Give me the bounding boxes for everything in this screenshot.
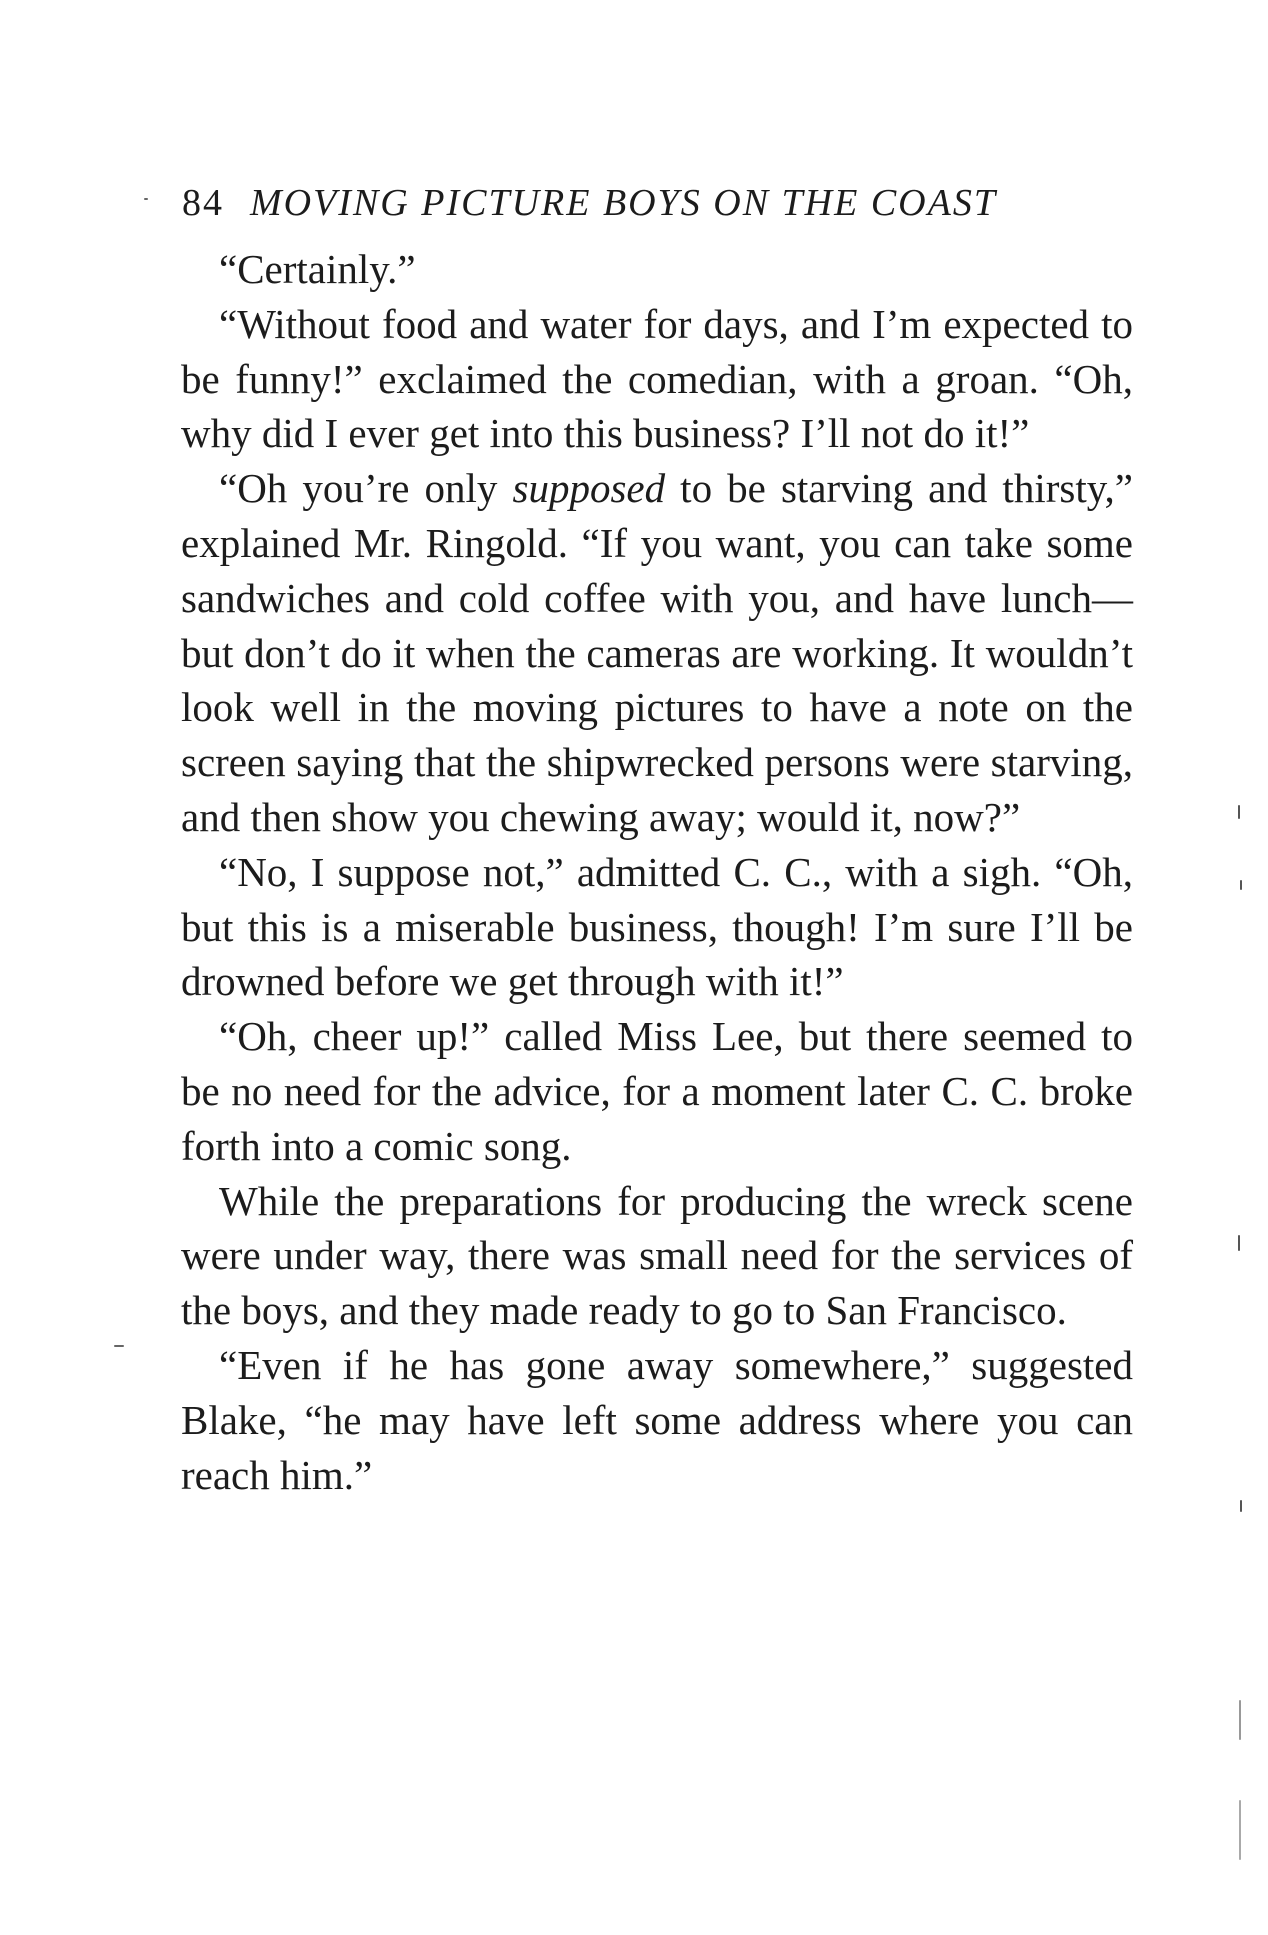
running-title: MOVING PICTURE BOYS ON THE COAST: [250, 182, 997, 224]
page-number: 84: [182, 182, 224, 224]
scan-speck: [1240, 1500, 1242, 1512]
paragraph: While the preparations for producing the wreck scene were under way, there was small need for the services of the boys, and they made ready to go to San Francisco.: [181, 1177, 1133, 1334]
paragraph: “Oh, cheer up!” called Miss Lee, but there seemed to be no need for the advice, for a moment later C. C. broke forth into a comic song.: [181, 1013, 1133, 1169]
paragraph: [181, 461, 1133, 845]
page-header: [182, 178, 1082, 228]
paragraph-text: “Oh you’re only: [219, 465, 513, 512]
paragraph: “Without food and water for days, and I’m expected to be funny!” exclaimed the comedian, with a groan. “Oh, why did I ever get into this business? I’ll not do it!”: [181, 300, 1133, 457]
scan-speck: [1240, 880, 1242, 890]
emphasized-word: supposed: [512, 465, 666, 512]
scan-speck: [114, 1345, 124, 1347]
scan-speck: [1239, 1700, 1241, 1740]
paragraph-text: to be starving and thirsty,” explained Mr. Ringold. “If you want, you can take some sandwiches and cold coffee with you, and have lunch—but don’t do it when the cameras are working. It wouldn’t look well in the moving pictures to have a note on the screen saying that the shipwrecked persons were starving, and then show you chewing away; would it, now?”: [181, 465, 1133, 840]
scan-speck: [1239, 1800, 1241, 1860]
scan-speck: [1238, 1235, 1240, 1251]
scan-speck: [144, 198, 148, 200]
scan-speck: [1238, 805, 1240, 819]
paragraph: “Certainly.”: [219, 246, 416, 292]
paragraph: “No, I suppose not,” admitted C. C., with a sigh. “Oh, but this is a miserable business, though! I’m sure I’ll be drowned before we get through with it!”: [181, 848, 1133, 1005]
body-text: [181, 242, 1133, 1502]
paragraph: “Even if he has gone away somewhere,” suggested Blake, “he may have left some address where you can reach him.”: [181, 1341, 1133, 1498]
